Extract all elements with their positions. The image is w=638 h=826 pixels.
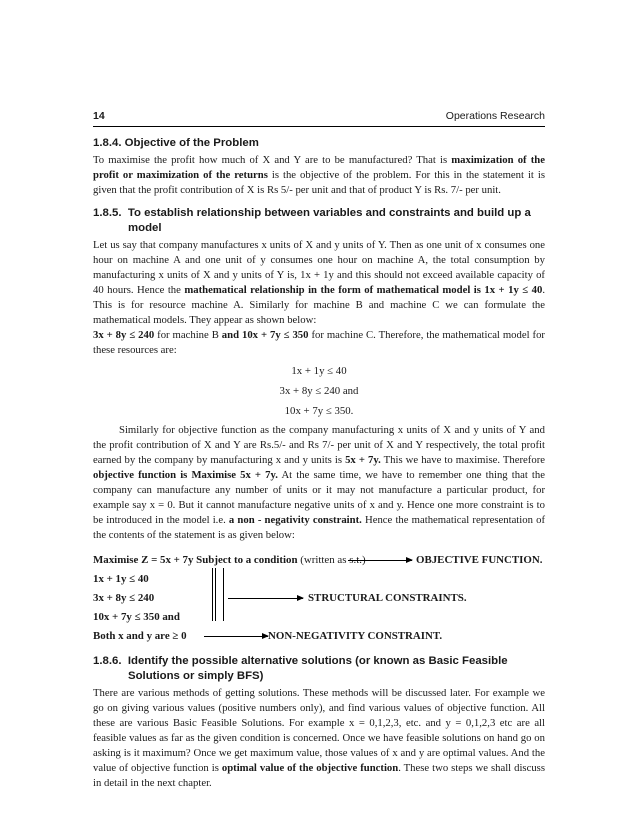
text-run: Let us say that company manufactures x units of X and y units of Y. Then as one unit of x consumes one hour on machine A and one unit of y consumes one hour on machine A, the total consumption by manufacturing x units of X and y units of Y is, 1x + 1y and this should not exceed available capacity of 40 hours. Hence the [93, 239, 545, 296]
constraint-row-4 [93, 627, 545, 646]
objective-expression: Maximise Z = 5x + 7y Subject to a condition [93, 554, 298, 566]
equation-3: 10x + 7y ≤ 350. [284, 405, 354, 417]
bracket-line-mid [215, 568, 216, 621]
bracket-line-right [223, 568, 224, 621]
machine-models-paragraph [93, 328, 545, 358]
constraint-row-1 [93, 570, 545, 589]
page-header [93, 110, 545, 124]
equation-2: 3x + 8y ≤ 240 and [279, 385, 359, 397]
text-run: There are various methods of getting solutions. These methods will be discussed later. For example we go on giving various values (positive numbers only), and find various values of objective function. All these are various Basic Feasible Solutions. For example x = 0,1,2,3, etc. and y = 0,1,2,3 etc are all feasible values as far as the given condition is concerned. Once we have feasible solutions on hand go on asking is it maximum? Once we get maximum value, those values of x and y are optimal values. And the value of objective function is [93, 687, 545, 774]
bold-run: 5x + 7y. [345, 454, 381, 466]
structural-arrow-icon [228, 598, 303, 599]
bold-run: a non - negativity constraint. [228, 514, 362, 526]
text-run: To maximise the profit how much of X and Y are to be manufactured? That is [93, 154, 452, 166]
solutions-paragraph [93, 686, 545, 791]
bold-run: objective function is Maximise 5x + 7y. [93, 469, 278, 481]
text-run: Hence the mathematical representation of the contents of the statement is as given below: [93, 514, 546, 541]
relationship-paragraph [93, 238, 545, 328]
heading-number: 1.8.5. [93, 207, 122, 219]
bold-run: 3x + 8y ≤ 240 [93, 329, 155, 341]
constraint-equations [93, 361, 545, 421]
section-heading-1-8-5 [93, 206, 545, 236]
heading-number: 1.8.6. [93, 655, 122, 667]
objective-paragraph [93, 153, 545, 198]
text-run: . This is for resource machine A. Similarly for machine B and machine C we can formulate the mathematical models. They appear as shown below: [93, 284, 545, 326]
objective-function-label: OBJECTIVE FUNCTION. [416, 554, 543, 566]
equation-1: 1x + 1y ≤ 40 [291, 365, 347, 377]
text-run: for machine B [154, 329, 222, 341]
heading-text: Identify the possible alternative solutions (or known as Basic Feasible Solutions or simply BFS) [127, 655, 508, 682]
running-title: Operations Research [445, 110, 545, 122]
heading-text: To establish relationship between variables and constraints and build up a model [127, 207, 531, 234]
non-negativity-label: NON-NEGATIVITY CONSTRAINT. [268, 630, 443, 642]
constraint-2: 3x + 8y ≤ 240 [93, 592, 155, 604]
page-number: 14 [93, 110, 105, 122]
constraint-row-2 [93, 589, 545, 608]
header-rule [93, 126, 545, 127]
bold-run: mathematical relationship in the form of mathematical model is 1x + 1y ≤ 40 [184, 284, 543, 296]
objective-row [93, 551, 545, 570]
non-negativity-condition: Both x and y are ≥ 0 [93, 630, 187, 642]
text-run: for machine C. Therefore, the mathematical model for these resources are: [93, 329, 545, 356]
section-heading-1-8-4: 1.8.4. Objective of the Problem [93, 137, 259, 149]
bracket-line-left [212, 568, 213, 621]
section-heading-1-8-6 [93, 654, 545, 684]
constraint-3: 10x + 7y ≤ 350 and [93, 611, 180, 623]
text-run: . These two steps we shall discuss in detail in the next chapter. [93, 762, 545, 789]
text-run: is the objective of the problem. For this in the statement it is given that the profit contribution of X is Rs 5/- per unit and that of product Y is Rs. 7/- per unit. [93, 169, 545, 196]
bold-run: maximization of the profit or maximization of the returns [93, 154, 545, 181]
constraint-row-3 [93, 608, 545, 627]
text-run: At the same time, we have to remember one thing that the company can manufacture any number of units or it may not manufacture a particular product, for example say x = 0. But it cannot manufacture negative units of x and y. Hence one more constraint is to be introduced in the model i.e. [93, 469, 545, 526]
objective-note: (written as s.t.) [297, 554, 366, 566]
structural-constraints-label: STRUCTURAL CONSTRAINTS. [308, 592, 467, 604]
constraint-1: 1x + 1y ≤ 40 [93, 573, 149, 585]
objective-arrow-icon [348, 560, 412, 561]
page-body [93, 136, 545, 791]
objective-function-paragraph [93, 423, 545, 543]
text-run: Similarly for objective function as the company manufacturing x units of X and y units of Y and the profit contribution of X and Y are Rs.5/- and Rs 7/- per unit of X and Y respectively, the total profit earned by the company by manufacturing x and y units is [93, 424, 545, 466]
model-representation [93, 551, 545, 646]
bold-run: and 10x + 7y ≤ 350 [221, 329, 309, 341]
text-run: This we have to maximise. Therefore [380, 454, 546, 466]
non-negativity-arrow-icon [204, 636, 268, 637]
bold-run: optimal value of the objective function [221, 762, 399, 774]
